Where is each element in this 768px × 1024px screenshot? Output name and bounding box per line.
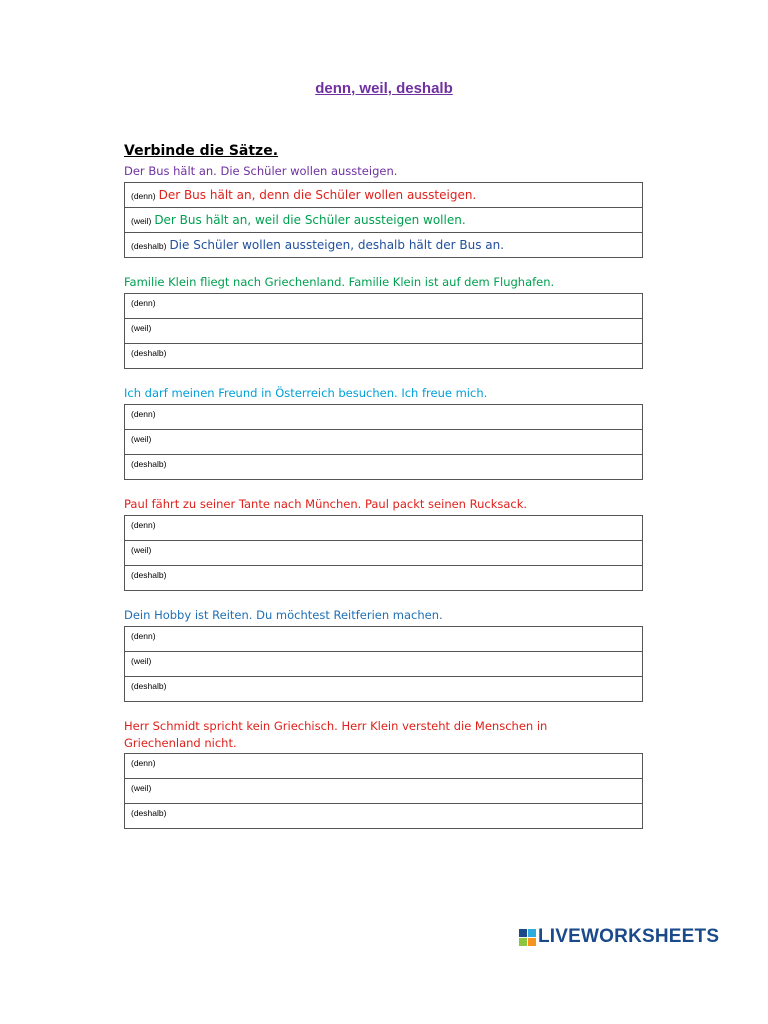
answer-text: Die Schüler wollen aussteigen, deshalb hält der Bus an. [169,238,505,252]
conjunction-tag: (denn) [131,758,156,768]
answer-row-denn[interactable] [125,516,642,540]
answer-row-deshalb[interactable] [125,803,642,828]
logo-mark-icon [519,929,536,946]
answer-row-weil[interactable] [125,318,642,343]
logo-tile [519,938,527,946]
exercise-3 [124,385,643,480]
answer-row-deshalb[interactable] [125,454,642,479]
answer-box [124,293,643,369]
conjunction-tag: (denn) [131,298,156,308]
conjunction-tag: (weil) [131,323,152,333]
answer-row-deshalb[interactable] [125,232,642,257]
answer-row-denn[interactable] [125,754,642,778]
answer-row-denn[interactable] [125,405,642,429]
logo-tile [528,929,536,937]
conjunction-tag: (weil) [131,656,152,666]
logo-tile [519,929,527,937]
answer-row-deshalb[interactable] [125,676,642,701]
answer-row-deshalb[interactable] [125,565,642,590]
conjunction-tag: (deshalb) [131,681,167,691]
logo-text: LIVEWORKSHEETS [538,926,720,947]
conjunction-tag: (weil) [131,783,152,793]
conjunction-tag: (denn) [131,191,156,201]
answer-row-weil[interactable] [125,540,642,565]
exercise-5 [124,607,643,702]
exercise-6 [124,718,584,754]
exercise-prompt: Familie Klein fliegt nach Griechenland. Familie Klein ist auf dem Flughafen. [124,275,555,289]
exercise-4 [124,496,643,591]
exercise-prompt: Der Bus hält an. Die Schüler wollen aussteigen. [124,164,398,178]
conjunction-tag: (deshalb) [131,348,167,358]
worksheet-title: denn, weil, deshalb [315,80,453,97]
exercise-1 [124,163,643,258]
conjunction-tag: (denn) [131,520,156,530]
exercise-prompt: Dein Hobby ist Reiten. Du möchtest Reitferien machen. [124,608,443,622]
conjunction-tag: (deshalb) [131,241,167,251]
answer-box [124,626,643,702]
answer-row-weil[interactable] [125,651,642,676]
answer-box [124,182,643,258]
answer-box [124,753,643,829]
instruction-heading: Verbinde die Sätze. [124,143,279,159]
conjunction-tag: (deshalb) [131,459,167,469]
conjunction-tag: (weil) [131,545,152,555]
answer-row-denn[interactable] [125,294,642,318]
conjunction-tag: (denn) [131,409,156,419]
conjunction-tag: (deshalb) [131,570,167,580]
answer-box [124,515,643,591]
conjunction-tag: (weil) [131,216,152,226]
exercise-2 [124,274,643,369]
answer-row-deshalb[interactable] [125,343,642,368]
exercise-prompt: Ich darf meinen Freund in Österreich besuchen. Ich freue mich. [124,386,488,400]
answer-row-weil[interactable] [125,778,642,803]
exercise-prompt: Paul fährt zu seiner Tante nach München. Paul packt seinen Rucksack. [124,497,528,511]
conjunction-tag: (weil) [131,434,152,444]
logo-tile [528,938,536,946]
liveworksheets-logo [519,926,719,948]
answer-row-weil[interactable] [125,429,642,454]
answer-text: Der Bus hält an, weil die Schüler aussteigen wollen. [154,213,466,227]
answer-row-weil[interactable] [125,207,642,232]
answer-row-denn[interactable] [125,183,642,207]
conjunction-tag: (deshalb) [131,808,167,818]
exercise-prompt: Herr Schmidt spricht kein Griechisch. Herr Klein versteht die Menschen in Griechenland nicht. [124,719,548,750]
conjunction-tag: (denn) [131,631,156,641]
answer-row-denn[interactable] [125,627,642,651]
exercise-6-answers [124,753,643,829]
answer-text: Der Bus hält an, denn die Schüler wollen aussteigen. [158,188,477,202]
answer-box [124,404,643,480]
